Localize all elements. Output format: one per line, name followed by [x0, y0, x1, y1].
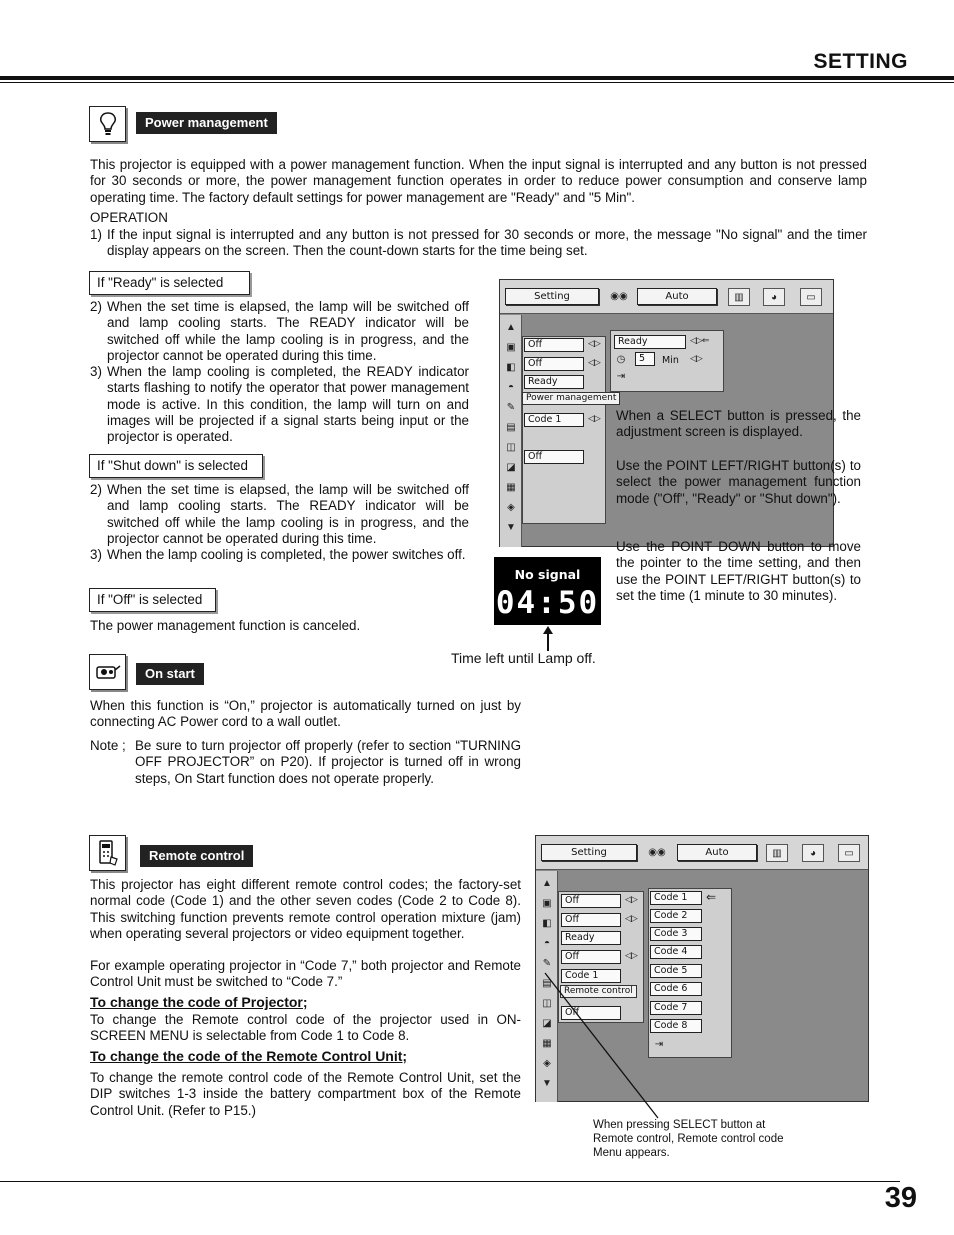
screen-menu-icon[interactable]: ▭ [800, 288, 822, 306]
time-unit: Min [662, 355, 679, 366]
image-menu-icon[interactable]: ▥ [728, 288, 750, 306]
menu-icon[interactable]: ✎ [506, 402, 516, 413]
up-arrow-icon[interactable]: ▲ [542, 878, 552, 889]
on-start-label: On start [136, 663, 204, 685]
menu-icon[interactable]: ◧ [506, 362, 516, 373]
exit-icon[interactable]: ⇥ [654, 1039, 664, 1050]
list-item: 3) When the lamp cooling is completed, the power switches off. [90, 547, 466, 563]
page-number: 39 [884, 1182, 917, 1214]
pointer-left-icon: ⇐ [706, 890, 716, 904]
list-item: 2) When the set time is elapsed, the lamp will be switched off and lamp cooling starts. The READY indicator will be switched off while the lamp cooling is in progress, and the projector cannot be operated during this time. [90, 482, 469, 546]
remote-icon[interactable]: ▤ [542, 978, 552, 989]
list-item: 2) When the set time is elapsed, the lamp will be switched off and lamp cooling starts. The READY indicator will be switched off while the lamp cooling is in progress, and the projector cannot be operated during this time. [90, 299, 469, 363]
sub-text-projector: To change the Remote control code of the projector used in ON-SCREEN MENU is selectable from Code 1 to Code 8. [90, 1012, 521, 1044]
step-number: 1) [90, 227, 102, 242]
lightbulb-icon [89, 106, 126, 142]
menu-option[interactable]: Off [561, 894, 621, 908]
menu-icon[interactable]: ▣ [542, 898, 552, 909]
page-section-title: SETTING [813, 50, 908, 73]
menu-icon[interactable]: ▤ [506, 422, 516, 433]
on-start-note [90, 738, 521, 787]
screen-menu-icon[interactable]: ▭ [838, 844, 860, 862]
menu-option[interactable]: Ready [561, 931, 621, 945]
menu-icon[interactable]: ◧ [542, 918, 552, 929]
up-arrow-icon[interactable]: ▲ [506, 322, 516, 333]
pointer-arrow [540, 624, 556, 652]
step-text: If the input signal is interrupted and any button is not pressed for 30 seconds or more, the message "No signal" and the timer display appears on the screen. Then the count-down starts for the time being set. [107, 227, 867, 259]
left-right-arrows-icon: ◁▷⇐ [690, 335, 709, 345]
menu-icon[interactable]: ▣ [506, 342, 516, 353]
ready-steps [90, 299, 469, 446]
down-arrow-icon[interactable]: ▼ [542, 1078, 552, 1089]
sub-heading-projector: To change the code of Projector; [90, 994, 308, 1010]
menu-option[interactable]: Code 1 [524, 413, 584, 427]
auto-button[interactable]: Auto [677, 844, 757, 861]
menu-icon[interactable]: ◫ [542, 998, 552, 1009]
on-start-text: When this function is “On,” projector is automatically turned on just by connecting AC Power cord to a wall outlet. [90, 698, 521, 730]
step-1 [90, 227, 867, 260]
no-signal-text: No signal [514, 567, 581, 582]
color-menu-icon[interactable]: ◕ [763, 288, 785, 306]
lamp-icon[interactable]: ◓ [543, 938, 551, 949]
remote-text-1: This projector has eight different remote control codes; the factory-set normal code (Code 1) and the other seven codes (Code 2 to Code 8). This switching function prevents remote control operation mixture (jam) when operating several projectors or video equipment together. [90, 877, 521, 941]
color-menu-icon[interactable]: ◕ [802, 844, 824, 862]
left-right-arrows-icon: ◁▷ [588, 338, 600, 348]
remote-text-2: For example operating projector in “Code 7,” both projector and Remote Control Unit must be switched to “Code 7.” [90, 958, 521, 990]
menu-option[interactable]: Off [524, 338, 584, 352]
ready-option[interactable]: Ready [614, 335, 686, 349]
callout-line [540, 970, 670, 1122]
menu-option[interactable]: Off [524, 450, 584, 464]
code-option[interactable]: Code 1 [650, 891, 702, 905]
shutdown-selected-label: If "Shut down" is selected [89, 454, 263, 478]
sub-heading-remote-unit: To change the code of the Remote Control Unit; [90, 1048, 408, 1064]
list-item: 3) When the lamp cooling is completed, the READY indicator starts flashing to notify the operator that power management mode is active. In this condition, the lamp will turn on and images will be projected if a signal starts being input or the projector is operated. [90, 364, 469, 445]
exit-icon[interactable]: ⇥ [616, 371, 626, 382]
menu-icon[interactable]: ◫ [506, 442, 516, 453]
code-option[interactable]: Code 7 [650, 1001, 702, 1015]
menu-icon[interactable]: ◪ [542, 1018, 552, 1029]
auto-button[interactable]: Auto [637, 288, 717, 305]
menu-option[interactable]: Code 1 [561, 969, 621, 983]
header-rule [0, 76, 954, 80]
code-option[interactable]: Code 5 [650, 964, 702, 978]
time-left-caption: Time left until Lamp off. [451, 650, 596, 666]
remote-control-tag: Remote control [560, 985, 637, 998]
left-right-arrows-icon: ◁▷ [588, 357, 600, 367]
remote-control-icon [89, 835, 126, 871]
operation-heading: OPERATION [90, 210, 168, 225]
on-start-icon [89, 654, 126, 690]
remote-menu-caption: When pressing SELECT button at Remote control, Remote control code Menu appears. [593, 1119, 784, 1159]
image-menu-icon[interactable]: ▥ [766, 844, 788, 862]
menu-option[interactable]: Off [524, 357, 584, 371]
shutdown-steps [90, 482, 469, 563]
sub-text-remote-unit: To change the remote control code of the Remote Control Unit, set the DIP switches 1-3 inside the battery compartment box of the Remote Control Unit. (Refer to P15.) [90, 1070, 521, 1118]
setting-menu-tab[interactable]: Setting [541, 844, 637, 861]
left-right-arrows-icon: ◁▷ [690, 353, 702, 363]
code-option[interactable]: Code 8 [650, 1019, 702, 1033]
code-option[interactable]: Code 2 [650, 909, 702, 923]
menu-option[interactable]: Off [561, 913, 621, 927]
input-icon: ◉◉ [648, 847, 666, 858]
code-option[interactable]: Code 6 [650, 982, 702, 996]
code-option[interactable]: Code 3 [650, 927, 702, 941]
no-signal-display [494, 557, 601, 625]
down-arrow-icon[interactable]: ▼ [506, 522, 516, 533]
menu-option[interactable]: Ready [524, 375, 584, 389]
timer-icon: ◷ [616, 354, 626, 365]
side-text-2: Use the POINT LEFT/RIGHT button(s) to select the power management function mode ("Off", "Ready" or "Shut down"). [616, 458, 861, 506]
setting-menu-tab[interactable]: Setting [505, 288, 599, 305]
left-right-arrows-icon: ◁▷ [625, 913, 637, 923]
note-text: Be sure to turn projector off properly (refer to section “TURNING OFF PROJECTOR” on P20). If projector is turned off in wrong steps, On Start function does not operate properly. [135, 738, 521, 786]
power-management-tag: Power management [522, 392, 620, 405]
note-prefix: Note ; [90, 738, 126, 753]
side-text-1: When a SELECT button is pressed, the adjustment screen is displayed. [616, 408, 861, 440]
off-selected-label: If "Off" is selected [89, 588, 216, 612]
footer-rule [0, 1181, 900, 1182]
time-value[interactable]: 5 [635, 352, 655, 366]
header-rule-thin [0, 82, 954, 83]
power-intro: This projector is equipped with a power management function. When the input signal is interrupted and any button is not pressed for 30 seconds or more, the power management function operates in order to reduce power consumption and conserve lamp operating time. The factory default settings for power management are "Ready" and "5 Min". [90, 157, 867, 205]
ready-selected-label: If "Ready" is selected [89, 271, 250, 295]
menu-option[interactable]: Off [561, 1006, 621, 1020]
countdown-timer: 04:50 [495, 585, 600, 621]
menu-icon[interactable]: ▦ [506, 482, 516, 493]
left-right-arrows-icon: ◁▷ [625, 950, 637, 960]
input-icon: ◉◉ [610, 291, 628, 302]
menu-icon[interactable]: ▦ [542, 1038, 552, 1049]
menu-icon[interactable]: ◪ [506, 462, 516, 473]
off-text: The power management function is canceled. [90, 618, 361, 633]
menu-icon[interactable]: ◈ [507, 502, 515, 513]
side-text-3: Use the POINT DOWN button to move the pointer to the time setting, and then use the POINT LEFT/RIGHT button(s) to set the time (1 minute to 30 minutes). [616, 539, 861, 603]
menu-option[interactable]: Off [561, 950, 621, 964]
remote-control-label: Remote control [140, 845, 253, 867]
power-management-label: Power management [136, 112, 277, 134]
left-right-arrows-icon: ◁▷ [588, 413, 600, 423]
left-right-arrows-icon: ◁▷ [625, 894, 637, 904]
menu-icon[interactable]: ◈ [543, 1058, 551, 1069]
code-option[interactable]: Code 4 [650, 945, 702, 959]
lamp-icon[interactable]: ◓ [507, 382, 515, 393]
menu-icon[interactable]: ✎ [542, 958, 552, 969]
